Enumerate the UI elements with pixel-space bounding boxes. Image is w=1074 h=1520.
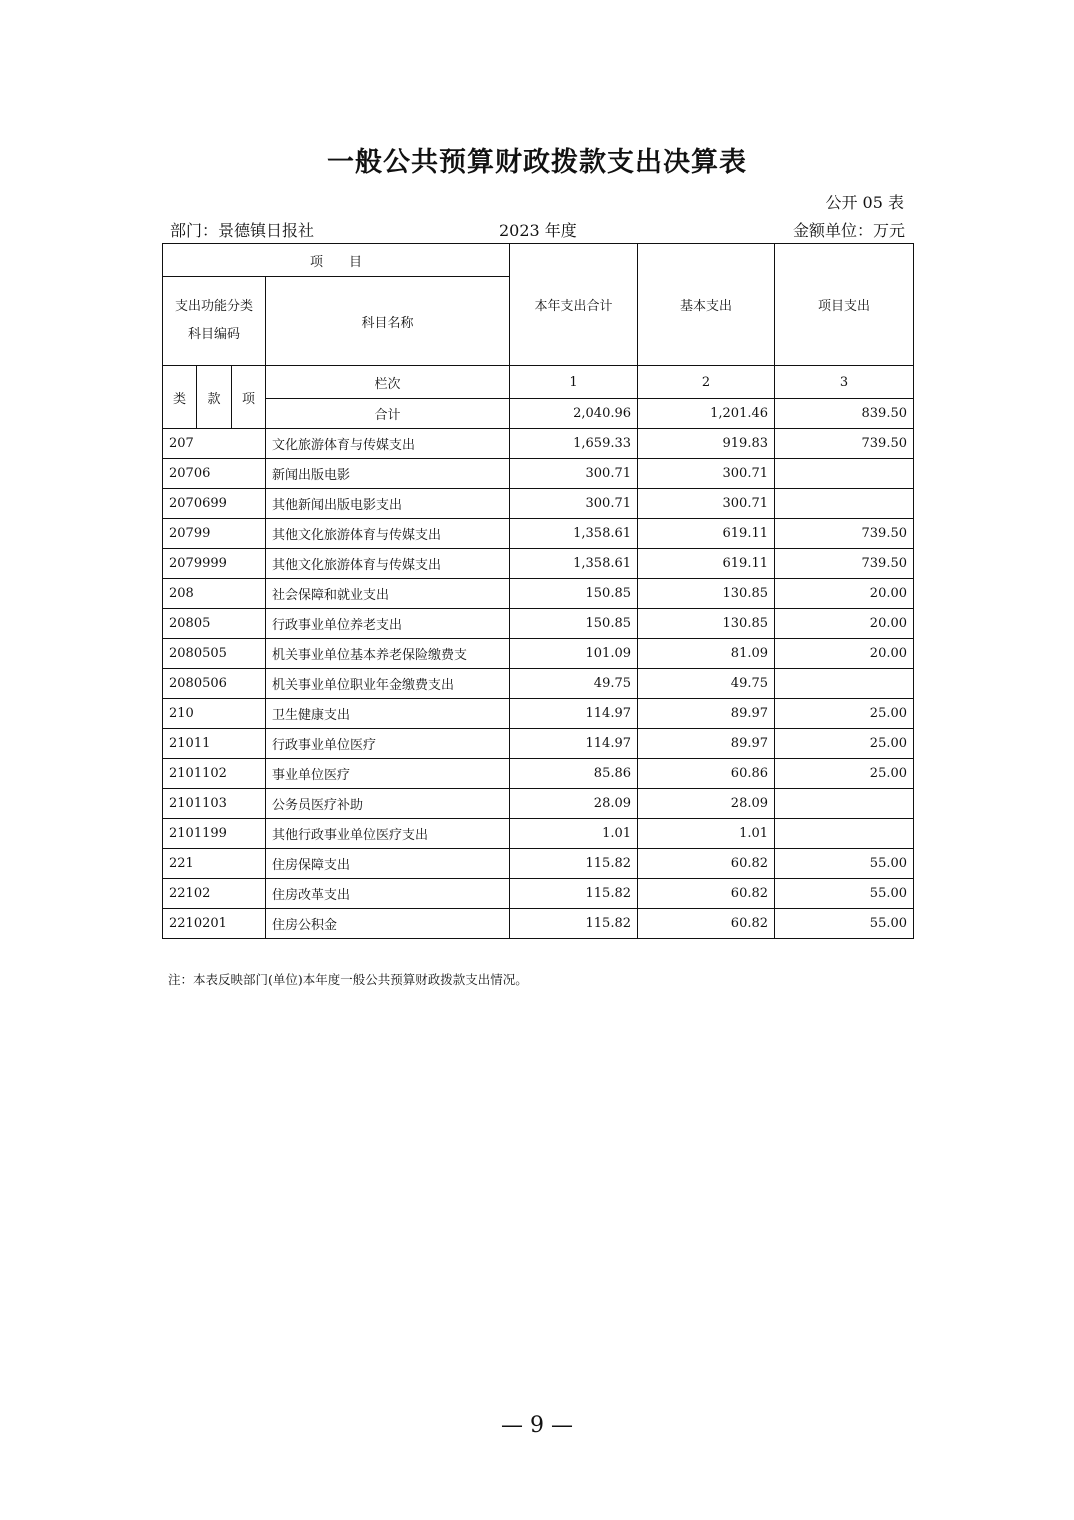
row-basic: 300.71: [638, 459, 775, 489]
row-code: 2101103: [163, 789, 266, 819]
row-total: 1,358.61: [510, 549, 638, 579]
row-code: 20706: [163, 459, 266, 489]
table-row: [163, 759, 914, 789]
row-name: 社会保障和就业支出: [266, 579, 510, 609]
row-code: 2070699: [163, 489, 266, 519]
row-project: 20.00: [775, 639, 914, 669]
row-project: [775, 819, 914, 849]
row-project: [775, 789, 914, 819]
header-basic: 基本支出: [638, 244, 775, 366]
row-basic: 130.85: [638, 579, 775, 609]
row-code: 20805: [163, 609, 266, 639]
row-basic: 60.86: [638, 759, 775, 789]
row-basic: 60.82: [638, 849, 775, 879]
row-total: 115.82: [510, 909, 638, 939]
row-name: 住房改革支出: [266, 879, 510, 909]
row-project: [775, 459, 914, 489]
row-total: 114.97: [510, 699, 638, 729]
table-row: [163, 729, 914, 759]
row-project: 739.50: [775, 429, 914, 459]
row-name: 其他文化旅游体育与传媒支出: [266, 519, 510, 549]
department-label: 部门：景德镇日报社: [170, 221, 315, 240]
row-project: 20.00: [775, 579, 914, 609]
amount-unit: 金额单位：万元: [792, 221, 905, 240]
column-number-2: 2: [638, 366, 775, 399]
header-kuan: 款: [197, 366, 232, 429]
row-code: 2079999: [163, 549, 266, 579]
header-lanci: 栏次: [266, 366, 510, 399]
total-basic: 1,201.46: [638, 399, 775, 429]
row-total: 1,358.61: [510, 519, 638, 549]
row-total: 85.86: [510, 759, 638, 789]
table-row: [163, 849, 914, 879]
column-number-1: 1: [510, 366, 638, 399]
total-label: 合计: [266, 399, 510, 429]
row-basic: 81.09: [638, 639, 775, 669]
table-row: [163, 609, 914, 639]
row-name: 公务员医疗补助: [266, 789, 510, 819]
header-project: 项 目: [163, 244, 510, 277]
row-name: 新闻出版电影: [266, 459, 510, 489]
total-project: 839.50: [775, 399, 914, 429]
row-name: 文化旅游体育与传媒支出: [266, 429, 510, 459]
row-code: 221: [163, 849, 266, 879]
header-name: 科目名称: [266, 277, 510, 366]
row-name: 行政事业单位医疗: [266, 729, 510, 759]
header-code: 支出功能分类科目编码: [163, 277, 266, 366]
table-row: [163, 429, 914, 459]
fiscal-year: 2023 年度: [499, 221, 577, 240]
row-project: 25.00: [775, 759, 914, 789]
header-project-exp: 项目支出: [775, 244, 914, 366]
row-project: [775, 489, 914, 519]
row-basic: 89.97: [638, 699, 775, 729]
page-title: 一般公共预算财政拨款支出决算表: [327, 147, 747, 178]
row-basic: 130.85: [638, 609, 775, 639]
row-project: 25.00: [775, 699, 914, 729]
row-project: [775, 669, 914, 699]
header-xiang: 项: [232, 366, 266, 429]
row-project: 739.50: [775, 519, 914, 549]
table-row: [163, 549, 914, 579]
row-basic: 60.82: [638, 909, 775, 939]
row-code: 21011: [163, 729, 266, 759]
row-basic: 89.97: [638, 729, 775, 759]
row-basic: 60.82: [638, 879, 775, 909]
row-basic: 919.83: [638, 429, 775, 459]
table-row: [163, 819, 914, 849]
table-row: [163, 699, 914, 729]
row-basic: 619.11: [638, 549, 775, 579]
table-row: [163, 639, 914, 669]
row-project: 55.00: [775, 849, 914, 879]
row-name: 行政事业单位养老支出: [266, 609, 510, 639]
row-total: 101.09: [510, 639, 638, 669]
row-total: 1.01: [510, 819, 638, 849]
row-total: 115.82: [510, 879, 638, 909]
row-total: 150.85: [510, 579, 638, 609]
row-project: 55.00: [775, 909, 914, 939]
row-name: 机关事业单位职业年金缴费支出: [266, 669, 510, 699]
row-name: 机关事业单位基本养老保险缴费支: [266, 639, 510, 669]
row-total: 150.85: [510, 609, 638, 639]
row-code: 2101199: [163, 819, 266, 849]
table-row: [163, 879, 914, 909]
row-code: 2210201: [163, 909, 266, 939]
table-number: 公开 05 表: [825, 193, 904, 212]
row-name: 事业单位医疗: [266, 759, 510, 789]
row-total: 300.71: [510, 459, 638, 489]
table-row: [163, 519, 914, 549]
meta-row: [170, 218, 905, 240]
header-lei: 类: [163, 366, 197, 429]
total-sum: 2,040.96: [510, 399, 638, 429]
page-number: — 9 —: [501, 1413, 573, 1438]
table-row: [163, 579, 914, 609]
table-note: 注：本表反映部门(单位)本年度一般公共预算财政拨款支出情况。: [168, 972, 528, 987]
row-total: 28.09: [510, 789, 638, 819]
expenditure-table: [162, 243, 914, 939]
row-basic: 619.11: [638, 519, 775, 549]
row-total: 1,659.33: [510, 429, 638, 459]
table-row: [163, 459, 914, 489]
row-project: 739.50: [775, 549, 914, 579]
row-code: 20799: [163, 519, 266, 549]
row-total: 115.82: [510, 849, 638, 879]
row-name: 其他行政事业单位医疗支出: [266, 819, 510, 849]
row-name: 住房保障支出: [266, 849, 510, 879]
table-row: [163, 789, 914, 819]
row-project: 25.00: [775, 729, 914, 759]
row-code: 208: [163, 579, 266, 609]
row-basic: 300.71: [638, 489, 775, 519]
row-basic: 49.75: [638, 669, 775, 699]
row-total: 300.71: [510, 489, 638, 519]
row-code: 2080506: [163, 669, 266, 699]
row-code: 210: [163, 699, 266, 729]
table-row: [163, 669, 914, 699]
row-project: 20.00: [775, 609, 914, 639]
row-code: 2080505: [163, 639, 266, 669]
row-project: 55.00: [775, 879, 914, 909]
row-name: 住房公积金: [266, 909, 510, 939]
row-code: 207: [163, 429, 266, 459]
row-name: 其他新闻出版电影支出: [266, 489, 510, 519]
column-number-3: 3: [775, 366, 914, 399]
table-row: [163, 489, 914, 519]
row-name: 其他文化旅游体育与传媒支出: [266, 549, 510, 579]
row-total: 114.97: [510, 729, 638, 759]
row-basic: 1.01: [638, 819, 775, 849]
table-row: [163, 909, 914, 939]
row-basic: 28.09: [638, 789, 775, 819]
header-total: 本年支出合计: [510, 244, 638, 366]
row-total: 49.75: [510, 669, 638, 699]
row-code: 22102: [163, 879, 266, 909]
row-name: 卫生健康支出: [266, 699, 510, 729]
row-code: 2101102: [163, 759, 266, 789]
